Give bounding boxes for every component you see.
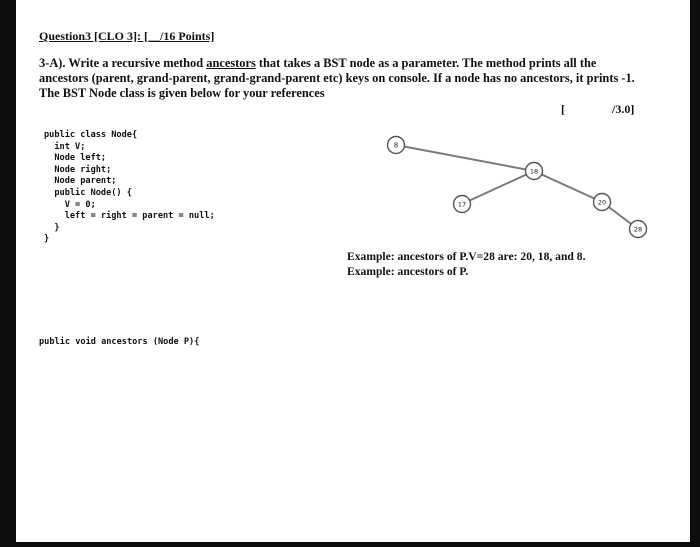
code-line: } <box>44 234 50 245</box>
question-text-prefix: 3-A). Write a recursive method <box>39 56 207 70</box>
tree-node-20 <box>594 194 611 211</box>
code-line: public Node() { <box>44 187 132 198</box>
node-label: 8 <box>393 141 399 150</box>
score-marks: /3.0] <box>612 102 635 116</box>
code-line: int V; <box>44 141 86 152</box>
code-line: public class Node{ <box>44 130 138 140</box>
tree-node-17 <box>454 196 471 213</box>
tree-node-28 <box>630 221 647 238</box>
question-text-suffix: that takes a BST node as a parameter. The method prints all the ancestors (parent, grand-parent, grand-grand-parent etc) keys on console. If a node has no ancestors, it prints -1. The BST Node class is given below for your references <box>39 56 635 100</box>
code-line: } <box>44 222 60 233</box>
code-line: Node left; <box>44 153 107 164</box>
method-signature: public void ancestors (Node P){ <box>39 337 200 347</box>
code-line: V = 0; <box>44 199 96 210</box>
tree-edges <box>396 145 638 229</box>
score-bracket: [ <box>561 102 565 116</box>
examples-block <box>347 249 585 279</box>
node-label: 18 <box>529 167 539 176</box>
node-label: 17 <box>457 200 467 209</box>
edge-8-18 <box>396 145 534 171</box>
question-title: Question3 [CLO 3]: [__/16 Points] <box>39 29 215 43</box>
node-label: 28 <box>633 225 643 234</box>
edge-18-17 <box>462 171 534 204</box>
code-line: Node right; <box>44 164 112 175</box>
method-keyword: ancestors <box>206 56 256 70</box>
node-label: 20 <box>597 198 607 207</box>
code-line: Node parent; <box>44 176 117 187</box>
example-line-1: Example: ancestors of P.V=28 are: 20, 18, and 8. <box>347 250 586 263</box>
edge-18-20 <box>534 171 602 202</box>
tree-node-18 <box>526 163 543 180</box>
tree-node-8 <box>388 137 405 154</box>
code-line: left = right = parent = null; <box>44 211 215 222</box>
example-line-2: Example: ancestors of P. <box>347 265 469 278</box>
